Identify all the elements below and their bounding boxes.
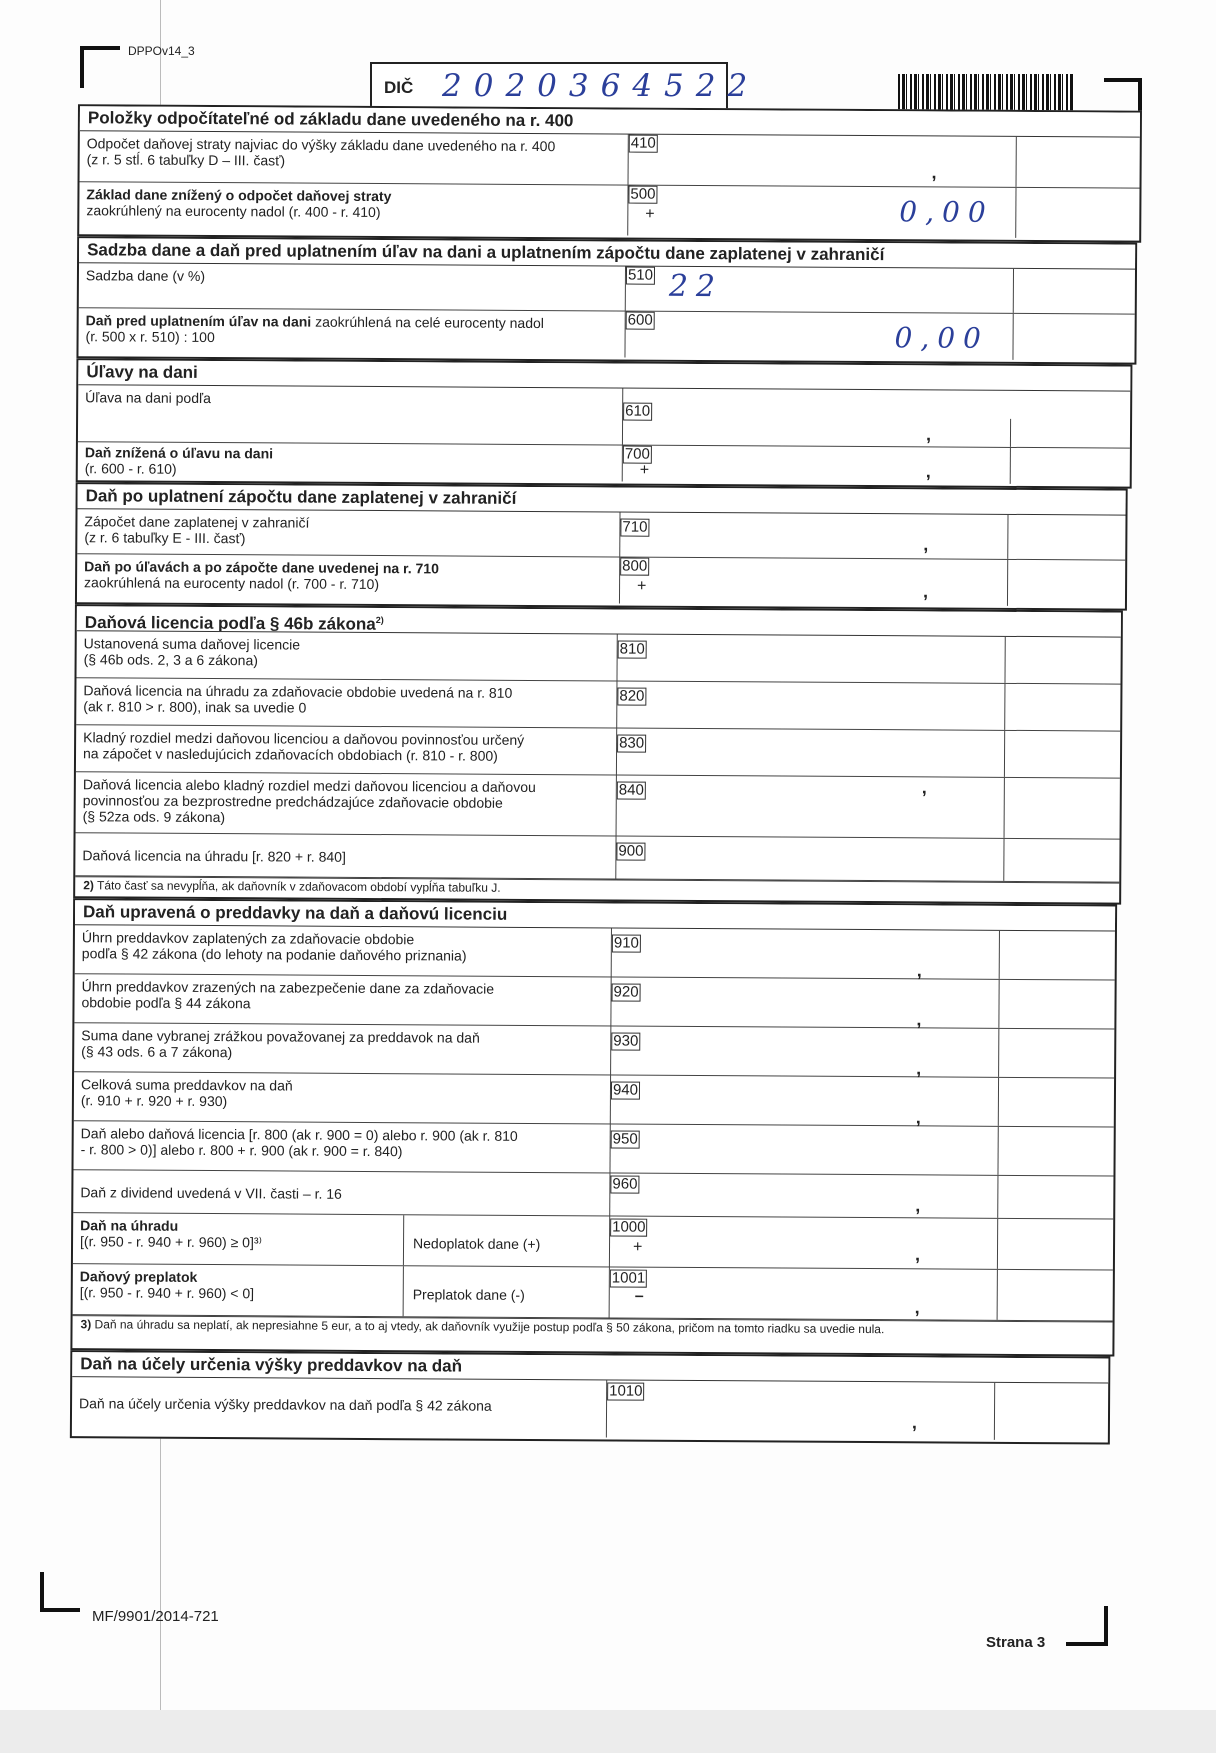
row-410 [80,131,1140,188]
row-number: 900 [616,842,645,860]
decimal-comma: , [925,424,932,445]
row-710 [77,509,1125,560]
col-divider [997,1127,998,1175]
decimal-comma: , [916,1058,922,1079]
row-number: 700 [623,446,652,464]
section-foreign-tax-credit [75,482,1128,610]
row-label: Daň na úhradu [(r. 950 - r. 940 + r. 960) ≥ 0]³⁾ [80,1217,263,1251]
col-divider [1004,684,1005,730]
row-label: Ustanovená suma daňovej licencie (§ 46b ods. 2, 3 a 6 zákona) [83,635,301,669]
row-810 [76,631,1120,684]
sub-label: Nedoplatok dane (+) [412,1235,541,1253]
row-910 [75,925,1115,980]
row-600 [78,308,1134,360]
col-divider [998,980,999,1028]
row-500 [79,182,1139,238]
col-divider [1010,448,1011,484]
row-number: 830 [617,735,646,753]
section-tax-relief [76,358,1133,488]
corner-mark-bottom-right [1066,1606,1108,1646]
row-800 [77,554,1125,606]
decimal-comma: , [922,581,929,602]
row-number: 610 [623,403,652,421]
row-label: Sadzba dane (v %) [85,267,206,284]
row-930 [74,1023,1114,1078]
decimal-comma: , [921,777,927,798]
row-number: 810 [618,641,647,659]
decimal-comma: , [915,1195,921,1216]
corner-mark-top-left [80,46,120,88]
row-1000 [73,1213,1113,1270]
row-label: Kladný rozdiel medzi daňovou licenciou a daňovou povinnosťou určený na zápočet v nasledujúcich zdaňovacích obdobiach (r. 810 - r. 800) [82,729,525,764]
value-500[interactable]: 0,00 [899,195,994,229]
col-divider [1013,269,1014,313]
section-title: Daň po uplatnení zápočtu dane zaplatenej v zahraničí [78,484,1126,515]
decimal-comma: , [916,960,922,981]
footnote-3: 3) Daň na úhradu sa neplatí, ak nepresiahne 5 eur, a to aj vtedy, ak daňovník využije postup podľa § 50 zákona, pričom na tomto riadku sa uvedie nula. [72,1315,1112,1338]
col-divider [1007,515,1008,559]
row-960 [73,1170,1113,1219]
section-deductions [77,104,1142,242]
row-label: Daňová licencia na úhradu za zdaňovacie obdobie uvedená na r. 810 (ak r. 810 > r. 800), inak sa uvedie 0 [83,682,513,716]
row-840 [76,772,1120,839]
row-number: 930 [611,1032,640,1050]
sub-label: Preplatok dane (-) [412,1286,525,1303]
value-510[interactable]: 22 [668,268,724,305]
row-number: 950 [611,1130,640,1148]
decimal-comma: , [923,534,929,555]
row-number: 600 [626,312,655,330]
section-title: Daňová licencia podľa § 46b zákona$^{2)}$ [77,606,1121,637]
section-title: Úľavy na dani [78,360,1130,391]
row-number: 410 [629,135,658,153]
row-number: 960 [610,1175,639,1193]
row-number: 940 [611,1081,640,1099]
section-tax-rate [76,236,1137,364]
row-label: Úhrn preddavkov zrazených na zabezpečenie dane za zdaňovacie obdobie podľa § 44 zákona [81,978,495,1012]
row-label: Daň na účely určenia výšky preddavkov na daň podľa § 42 zákona [79,1395,492,1414]
page-number: Strana 3 [986,1634,1046,1651]
value-600[interactable]: 0,00 [894,321,990,355]
row-1010 [72,1377,1108,1440]
row-610 [78,385,1130,448]
row-number: 820 [617,688,646,706]
row-950 [73,1121,1113,1176]
col-divider [1004,731,1005,777]
col-divider [997,1270,998,1320]
row-number: 1000 [610,1218,647,1236]
row-label: Zápočet dane zaplatenej v zahraničí (z r. 6 tabuľky E - III. časť) [84,513,310,547]
row-830 [76,725,1120,778]
col-divider [1004,778,1005,838]
row-label: Úľava na dani podľa [85,389,211,407]
col-divider [997,1219,998,1269]
dic-value[interactable]: 2020364522 [442,68,760,104]
form-body [37,104,1142,1531]
row-900 [75,833,1119,882]
dic-label: DIČ [384,78,414,97]
row-label: Suma dane vybranej zrážkou považovanej za preddavok na daň (§ 43 ods. 6 a 7 zákona) [81,1027,480,1061]
row-number: 800 [620,558,649,576]
row-label: Daň z dividend uvedená v VII. časti – r. 16 [80,1184,342,1202]
col-divider [994,1383,995,1440]
row-label: Daň alebo daňová licencia [r. 800 (ak r. 900 = 0) alebo r. 900 (ak r. 810 - r. 800 > 0)] alebo r. 800 + r. 900 (ak r. 900 = r. 840) [80,1125,518,1160]
col-divider [999,931,1000,979]
section-title: Daň na účely určenia výšky preddavkov na daň [72,1352,1108,1383]
decimal-comma: , [931,162,937,183]
row-1001 [73,1264,1113,1321]
row-label: Daň znížená o úľavu na dani (r. 600 - r. 610) [84,444,274,477]
col-divider [403,1215,404,1265]
section-advance-basis [70,1350,1111,1444]
col-divider [1015,188,1016,238]
col-divider [1012,314,1013,360]
col-divider [998,1029,999,1077]
sign-plus: + [632,1238,643,1256]
sign-minus: – [634,1287,644,1305]
row-label: Daňová licencia alebo kladný rozdiel medzi daňovou licenciou a daňovou povinnosťou za bezprostredne predchádzajúce zdaňovacie obdobie (§ 52za ods. 9 zákona) [82,776,536,826]
col-divider [1010,419,1011,447]
row-820 [76,678,1120,731]
row-number: 920 [612,983,641,1001]
row-label: Základ dane znížený o odpočet daňovej straty zaokrúhlený na eurocenty nadol (r. 400 - r. 410) [86,186,392,221]
row-700 [78,442,1130,484]
decimal-comma: , [925,461,931,482]
section-tax-license [73,604,1123,904]
row-number: 1001 [610,1269,647,1287]
decimal-comma: , [914,1297,920,1318]
row-940 [74,1072,1114,1127]
decimal-comma: , [915,1107,921,1128]
col-divider [997,1176,998,1218]
decimal-comma: , [911,1412,918,1433]
row-number: 510 [626,267,655,285]
form-code: DPPOv14_3 [128,44,195,58]
footnote-2: 2) Táto časť sa nevypĺňa, ak daňovník v zdaňovacom období vypĺňa tabuľku J. [75,876,1119,899]
col-divider [998,1078,999,1126]
row-510 [79,263,1135,314]
section-title: Položky odpočítateľné od základu dane uvedeného na r. 400 [80,106,1140,137]
row-label: Daň pred uplatnením úľav na dani zaokrúhlená na celé eurocenty nadol (r. 500 x r. 510) : 100 [85,312,544,346]
form-reference: MF/9901/2014-721 [92,1608,219,1625]
sign-plus: + [637,577,647,595]
row-number: 710 [620,519,649,537]
corner-mark-bottom-left [40,1572,80,1612]
col-divider [1016,137,1017,187]
row-label: Daňový preplatok [(r. 950 - r. 940 + r. 960) < 0] [79,1268,255,1302]
row-label: Odpočet daňovej straty najviac do výšky základu dane uvedeného na r. 400 (z r. 5 stĺ. 6 tabuľky D – III. časť) [86,135,556,169]
sign-plus: + [645,205,655,223]
row-label: Celková suma preddavkov na daň (r. 910 + r. 920 + r. 930) [80,1076,293,1110]
row-label: Úhrn preddavkov zaplatených za zdaňovacie obdobie podľa § 42 zákona (do lehoty na podanie daňového priznania) [81,929,467,964]
col-divider [403,1266,404,1316]
decimal-comma: , [916,1009,922,1030]
row-label: Daň po úľavách a po zápočte dane uvedenej na r. 710 zaokrúhlená na eurocenty nadol (r. 700 - r. 710) [84,558,439,593]
row-number: 840 [617,781,646,799]
decimal-comma: , [914,1244,921,1265]
row-number: 500 [628,186,657,204]
row-920 [74,974,1114,1029]
sign-plus: + [639,461,650,479]
section-title: Sadzba dane a daň pred uplatnením úľav na dani a uplatnením zápočtu dane zaplatenej v zahraničí [79,238,1135,269]
row-number: 1010 [607,1382,644,1400]
row-number: 910 [612,934,641,952]
col-divider [1004,637,1005,683]
col-divider [1007,560,1008,606]
row-label: Daňová licencia na úhradu [r. 820 + r. 840] [82,847,346,865]
section-advances [70,898,1117,1356]
col-divider [1003,839,1004,881]
section-title: Daň upravená o preddavky na daň a daňovú licenciu [75,900,1115,931]
